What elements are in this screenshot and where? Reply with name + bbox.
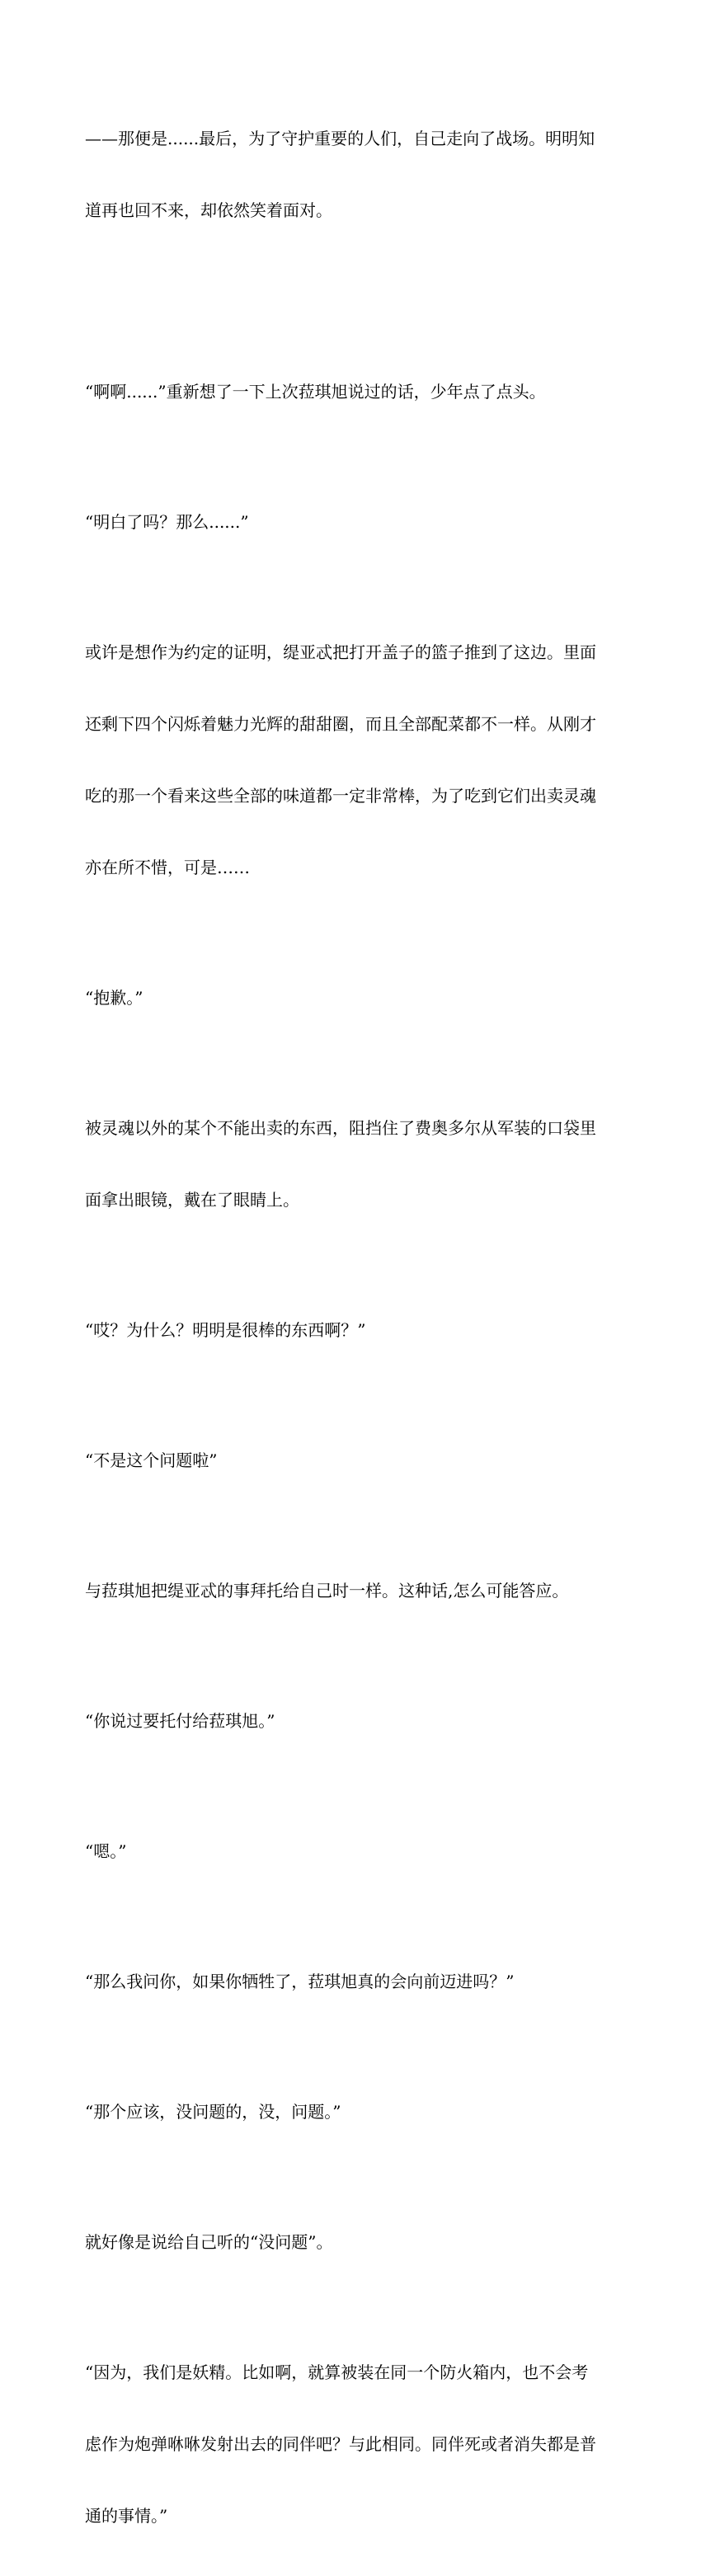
text-line: 就好像是说给自己听的“没问题”。 — [85, 2232, 333, 2252]
paragraph — [85, 1069, 621, 1260]
text-line: 吃的那一个看来这些全部的味道都一定非常棒，为了吃到它们出卖灵魂 — [85, 786, 596, 806]
text-line: ——那便是......最后，为了守护重要的人们，自己走向了战场。明明知 — [85, 129, 595, 148]
text-line: 虑作为炮弹咻咻发射出去的同伴吧？与此相同。同伴死或者消失都是普 — [85, 2434, 596, 2454]
paragraph — [85, 2052, 621, 2172]
text-line: “嗯。” — [85, 1841, 127, 1861]
text-line: “你说过要托付给菈琪旭。” — [85, 1711, 275, 1731]
text-line: 还剩下四个闪烁着魅力光辉的甜甜圈，而且全部配菜都不一样。从刚才 — [85, 714, 596, 734]
paragraph — [85, 1271, 621, 1390]
paragraph — [85, 593, 621, 928]
text-line: 与菈琪旭把缇亚忒的事拜托给自己时一样。这种话,怎么可能答应。 — [85, 1581, 569, 1601]
text-line: 面拿出眼镜，戴在了眼睛上。 — [85, 1190, 299, 1210]
paragraph — [85, 463, 621, 582]
paragraph — [85, 79, 621, 270]
text-line: 道再也回不来，却依然笑着面对。 — [85, 200, 332, 220]
paragraph — [85, 2313, 621, 2576]
paragraph — [85, 2183, 621, 2302]
text-line: 被灵魂以外的某个不能出卖的东西，阻挡住了费奥多尔从军装的口袋里 — [85, 1118, 596, 1138]
text-line: “不是这个问题啦” — [85, 1450, 218, 1470]
paragraph — [85, 1922, 621, 2042]
paragraph — [85, 1531, 621, 1651]
paragraph — [85, 1662, 621, 1781]
paragraph — [85, 332, 621, 452]
text-line: “明白了吗？那么......” — [85, 512, 249, 532]
text-line: “抱歉。” — [85, 988, 143, 1008]
text-line: 亦在所不惜，可是…… — [85, 858, 250, 877]
text-line: 或许是想作为约定的证明，缇亚忒把打开盖子的篮子推到了这边。里面 — [85, 642, 596, 662]
text-line: “那个应该，没问题的，没，问题。” — [85, 2102, 341, 2122]
text-line: “啊啊......”重新想了一下上次菈琪旭说过的话，少年点了点头。 — [85, 382, 546, 402]
text-line: “那么我问你，如果你牺牲了，菈琪旭真的会向前迈进吗？” — [85, 1972, 515, 1991]
paragraph — [85, 1792, 621, 1911]
paragraph — [85, 938, 621, 1058]
text-line: 通的事情。” — [85, 2506, 168, 2526]
text-line: “因为，我们是妖精。比如啊，就算被装在同一个防火箱内，也不会考 — [85, 2362, 589, 2382]
paragraph — [85, 1401, 621, 1521]
document-page — [85, 79, 621, 2576]
text-line: “哎？为什么？明明是很棒的东西啊？” — [85, 1320, 366, 1340]
